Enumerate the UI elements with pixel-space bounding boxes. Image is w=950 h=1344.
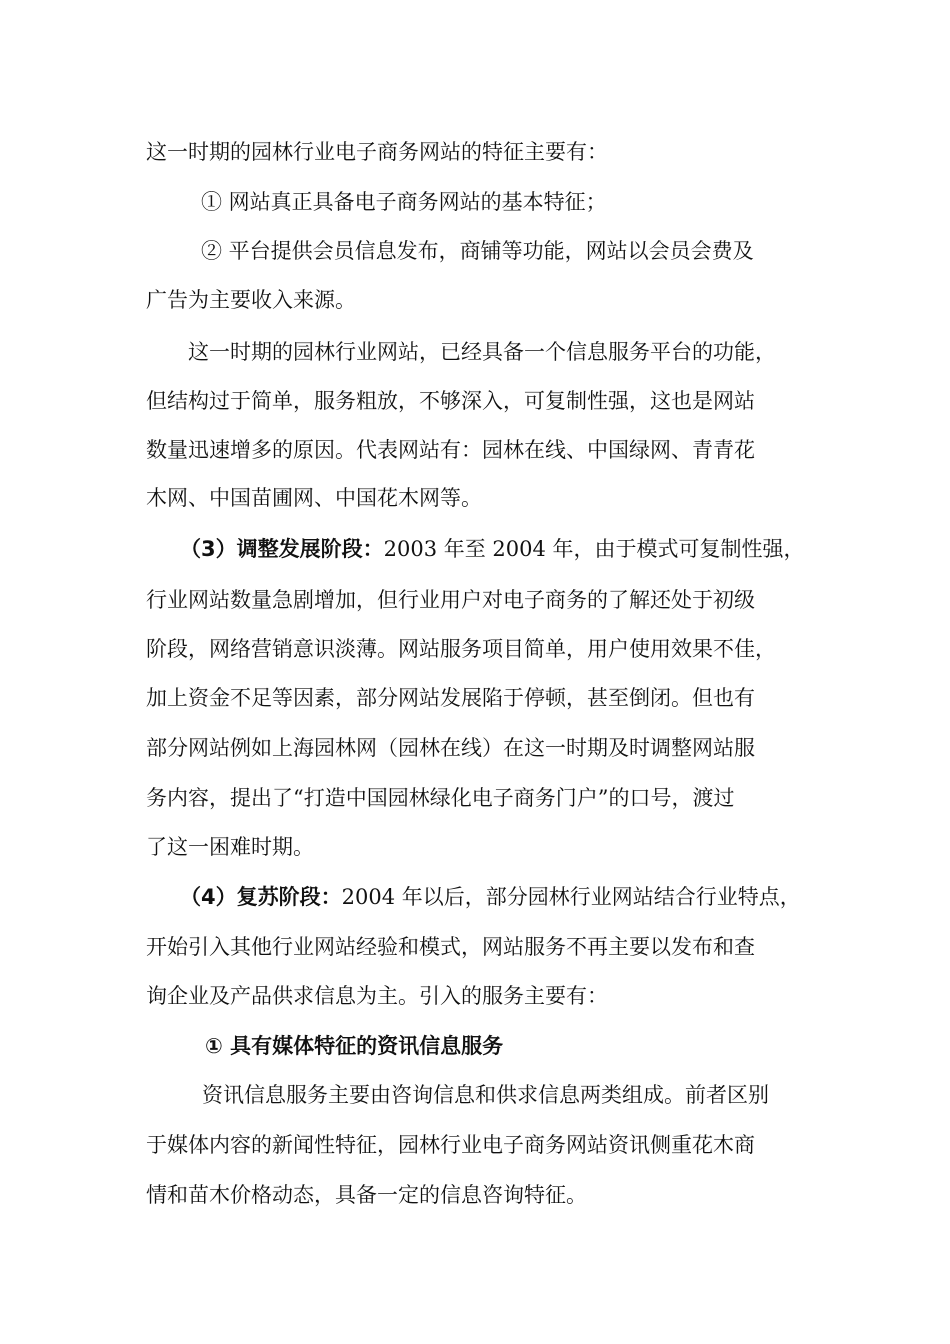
subheading: ① 具有媒体特征的资讯信息服务 [205, 1034, 504, 1058]
paragraph-line: 行业网站数量急剧增加，但行业用户对电子商务的了解还处于初级 [146, 588, 755, 612]
paragraph-line: 这一时期的园林行业网站，已经具备一个信息服务平台的功能， [188, 340, 776, 364]
paragraph-line: 询企业及产品供求信息为主。引入的服务主要有： [146, 984, 608, 1008]
section-3-text: 2003 年至 2004 年，由于模式可复制性强， [383, 537, 805, 561]
paragraph-line: 木网、中国苗圃网、中国花木网等。 [146, 486, 482, 510]
list-item: ② 平台提供会员信息发布，商铺等功能，网站以会员会费及 [201, 239, 754, 263]
paragraph-line: 务内容，提出了“打造中国园林绿化电子商务门户”的口号，渡过 [146, 786, 735, 810]
section-4-text: 2004 年以后，部分园林行业网站结合行业特点， [341, 885, 801, 909]
paragraph-line: 于媒体内容的新闻性特征，园林行业电子商务网站资讯侧重花木商 [146, 1133, 755, 1157]
paragraph-line: 广告为主要收入来源。 [146, 288, 356, 312]
paragraph-line: 资讯信息服务主要由咨询信息和供求信息两类组成。前者区别 [202, 1083, 769, 1107]
paragraph-line: 了这一困难时期。 [146, 835, 314, 859]
list-item: ① 网站真正具备电子商务网站的基本特征； [201, 190, 607, 214]
paragraph-line: 情和苗木价格动态，具备一定的信息咨询特征。 [146, 1183, 587, 1207]
section-4-first-line [180, 882, 860, 912]
section-3-first-line [180, 534, 860, 564]
paragraph-line: 部分网站例如上海园林网（园林在线）在这一时期及时调整网站服 [146, 736, 755, 760]
section-3-heading: （3）调整发展阶段： [180, 537, 384, 561]
paragraph-line: 这一时期的园林行业电子商务网站的特征主要有： [146, 140, 608, 164]
paragraph-line: 加上资金不足等因素，部分网站发展陷于停顿，甚至倒闭。但也有 [146, 686, 755, 710]
paragraph-line: 但结构过于简单，服务粗放，不够深入，可复制性强，这也是网站 [146, 389, 755, 413]
paragraph-line: 阶段，网络营销意识淡薄。网站服务项目简单，用户使用效果不佳， [146, 637, 776, 661]
paragraph-line: 开始引入其他行业网站经验和模式，网站服务不再主要以发布和查 [146, 935, 755, 959]
paragraph-line: 数量迅速增多的原因。代表网站有：园林在线、中国绿网、青青花 [146, 438, 755, 462]
section-4-heading: （4）复苏阶段： [180, 885, 342, 909]
